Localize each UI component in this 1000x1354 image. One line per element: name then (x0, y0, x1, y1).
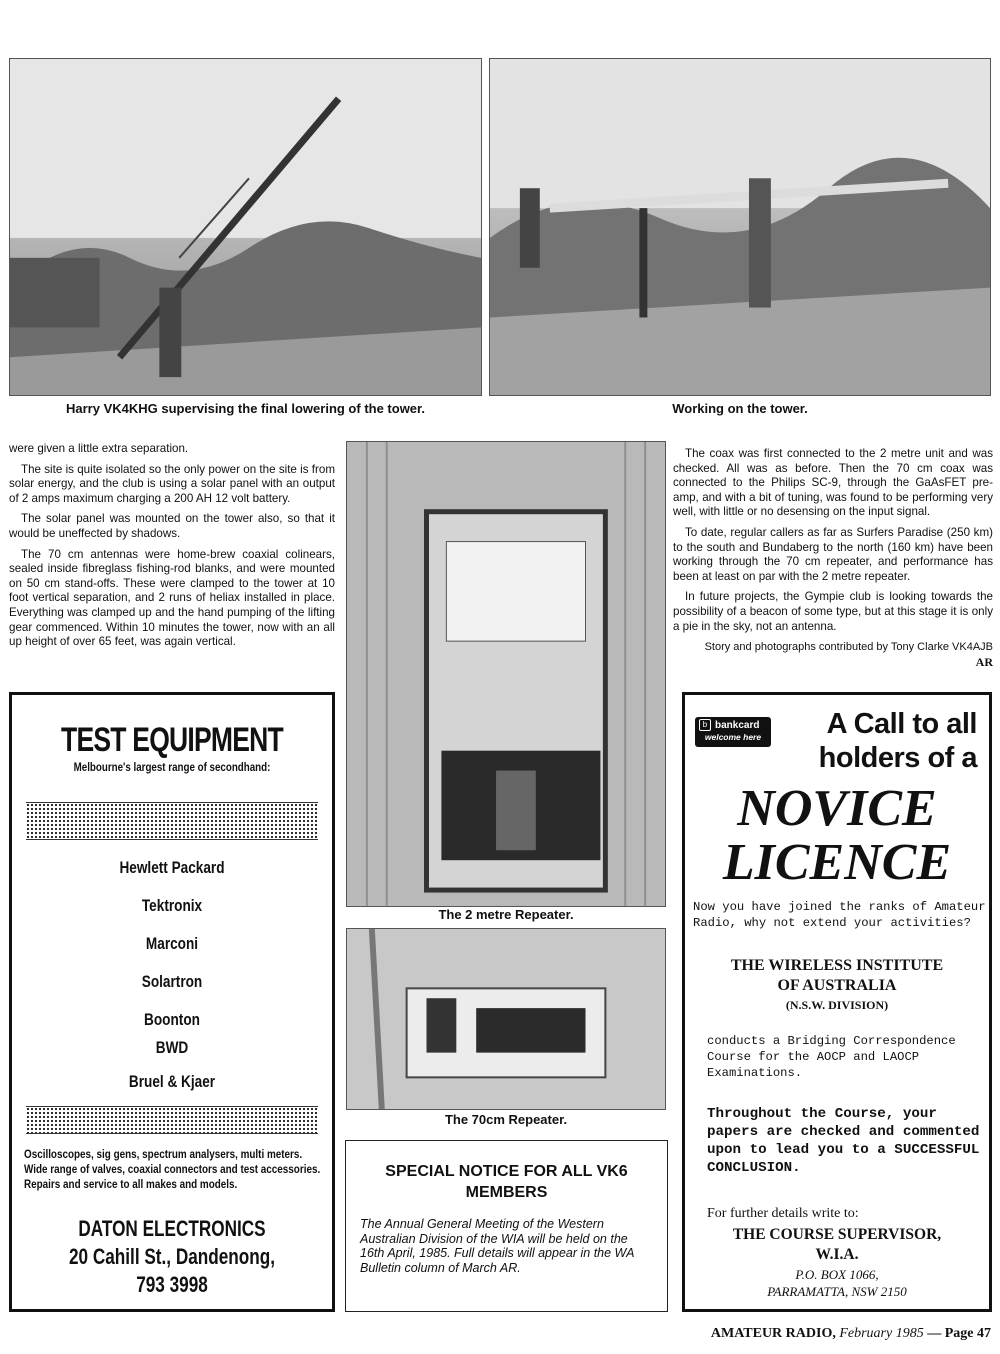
licence-heading: LICENCE (722, 834, 952, 891)
photo-caption-2m-repeater: The 2 metre Repeater. (438, 907, 574, 922)
ad-description: Oscilloscopes, sig gens, spectrum analysers, multi meters. Wide range of valves, coaxial connectors and test accessories. Repairs and service to all makes and models. (24, 1149, 321, 1191)
brand-item: Hewlett Packard (119, 858, 225, 877)
article-paragraph: In future projects, the Gympie club is looking towards the possibility of a beacon of some type, but at this stage it is only a pie in the sky, not an antenna. (673, 590, 993, 633)
article-paragraph: were given a little extra separation. (9, 442, 189, 455)
po-box: P.O. BOX 1066, (795, 1267, 879, 1282)
brand-item: Marconi (145, 934, 199, 953)
supervisor-line-1: THE COURSE SUPERVISOR, (732, 1226, 942, 1243)
novice-heading: NOVICE (737, 780, 937, 837)
brand-item: Solartron (141, 972, 203, 991)
brand-item: Bruel & Kjaer (128, 1072, 216, 1091)
photo-caption-70cm-repeater: The 70cm Repeater. (444, 1112, 568, 1127)
footer-magazine: AMATEUR RADIO, (710, 1326, 836, 1341)
supervisor-line-2: W.I.A. (815, 1246, 859, 1263)
notice-body: The Annual General Meeting of the Western Australian Division of the WIA will be held on the 16th April, 1985. Full details will appear in the WA Bulletin column of March AR. (360, 1217, 634, 1275)
article-paragraph: The site is quite isolated so the only power on the site is from solar energy, and the club is using a solar panel with an output of 2 amps maximum charging a 200 AH 12 volt battery. (9, 462, 335, 505)
bankcard-sub: welcome here (704, 732, 762, 742)
article-paragraph: To date, regular callers as far as Surfers Paradise (250 km) to the south and Bundaberg to the north (160 km) have been working through the 70 cm repeater, and performance has been at least on par with the 2 metre repeater. (673, 525, 993, 583)
photo-caption-working-on-tower: Working on the tower. (672, 401, 808, 416)
org-line-1: THE WIRELESS INSTITUTE (730, 957, 944, 974)
ad-test-equipment (9, 692, 335, 1312)
bankcard-label: bankcard (715, 719, 760, 731)
article-paragraph: The 70 cm antennas were home-brew coaxial colinears, sealed inside fibreglass fishing-rod blanks, and were mounted on 50 cm stand-offs. These were clamped to the tower at 10 foot vertical separation, and 2 runs of heliax installed in place. Everything was clamped up and the hand pumping of the lifting gear commenced. Within 10 minutes the tower, now with an all up height of over 65 feet, was again vertical. (9, 547, 335, 649)
bankcard-icon: b (699, 719, 711, 731)
ad-novice-licence (682, 692, 992, 1312)
novice-intro: Now you have joined the ranks of Amateur Radio, why not extend your activities? (693, 900, 986, 930)
article-paragraph: The solar panel was mounted on the tower also, so that it would be uneffected by shadows. (9, 512, 335, 540)
photo-2m-repeater (346, 441, 666, 907)
brand-item: BWD (155, 1038, 189, 1057)
halftone-band-bottom (26, 1106, 318, 1134)
brand-item: Boonton (144, 1010, 200, 1029)
photo-caption-tower-lowering: Harry VK4KHG supervising the final lowering of the tower. (65, 401, 425, 416)
footer-page: — Page 47 (927, 1326, 991, 1341)
org-line-2: OF AUSTRALIA (777, 977, 897, 994)
article-credit: Story and photographs contributed by Tony Clarke VK4AJB (704, 641, 993, 654)
call-line-2: holders of a (818, 742, 977, 774)
article-right-column (673, 447, 993, 669)
article-end-mark: AR (975, 654, 993, 669)
notice-title: SPECIAL NOTICE FOR ALL VK6 MEMBERS (385, 1163, 628, 1201)
company-phone: 793 3998 (136, 1272, 208, 1297)
page-footer (711, 1326, 991, 1342)
org-division: (N.S.W. DIVISION) (785, 998, 889, 1012)
brand-item: Tektronix (141, 896, 203, 915)
photo-tower-lowering (9, 58, 482, 396)
ad-subtitle: Melbourne's largest range of secondhand: (73, 762, 271, 774)
throughout-text: Throughout the Course, your papers are checked and commented upon to lead you to a SUCCESSFUL CONCLUSION. (707, 1106, 980, 1176)
article-paragraph: The coax was first connected to the 2 metre unit and was checked. All was as before. Then the 70 cm coax was connected to the Philips SC-9, through the GaAsFET pre-amp, and with a bit of tuning, was found to be performing very well, with little or no desensing on the input signal. (673, 447, 993, 519)
footer-issue: February 1985 (839, 1326, 924, 1341)
brand-list (12, 858, 332, 1100)
ad-title: TEST EQUIPMENT (61, 721, 283, 759)
bankcard-logo (695, 717, 771, 747)
write-to: For further details write to: (707, 1206, 859, 1221)
photo-70cm-repeater (346, 928, 666, 1110)
halftone-band-top (26, 802, 318, 840)
company-name: DATON ELECTRONICS (78, 1216, 266, 1241)
article-left-column (9, 442, 335, 656)
call-line-1: A Call to all (826, 708, 977, 740)
photo-working-on-tower (489, 58, 991, 396)
city: PARRAMATTA, NSW 2150 (767, 1284, 907, 1299)
course-text: conducts a Bridging Correspondence Course for the AOCP and LAOCP Examinations. (707, 1034, 956, 1080)
company-address: 20 Cahill St., Dandenong, (69, 1244, 275, 1269)
notice-vk6 (345, 1140, 668, 1312)
